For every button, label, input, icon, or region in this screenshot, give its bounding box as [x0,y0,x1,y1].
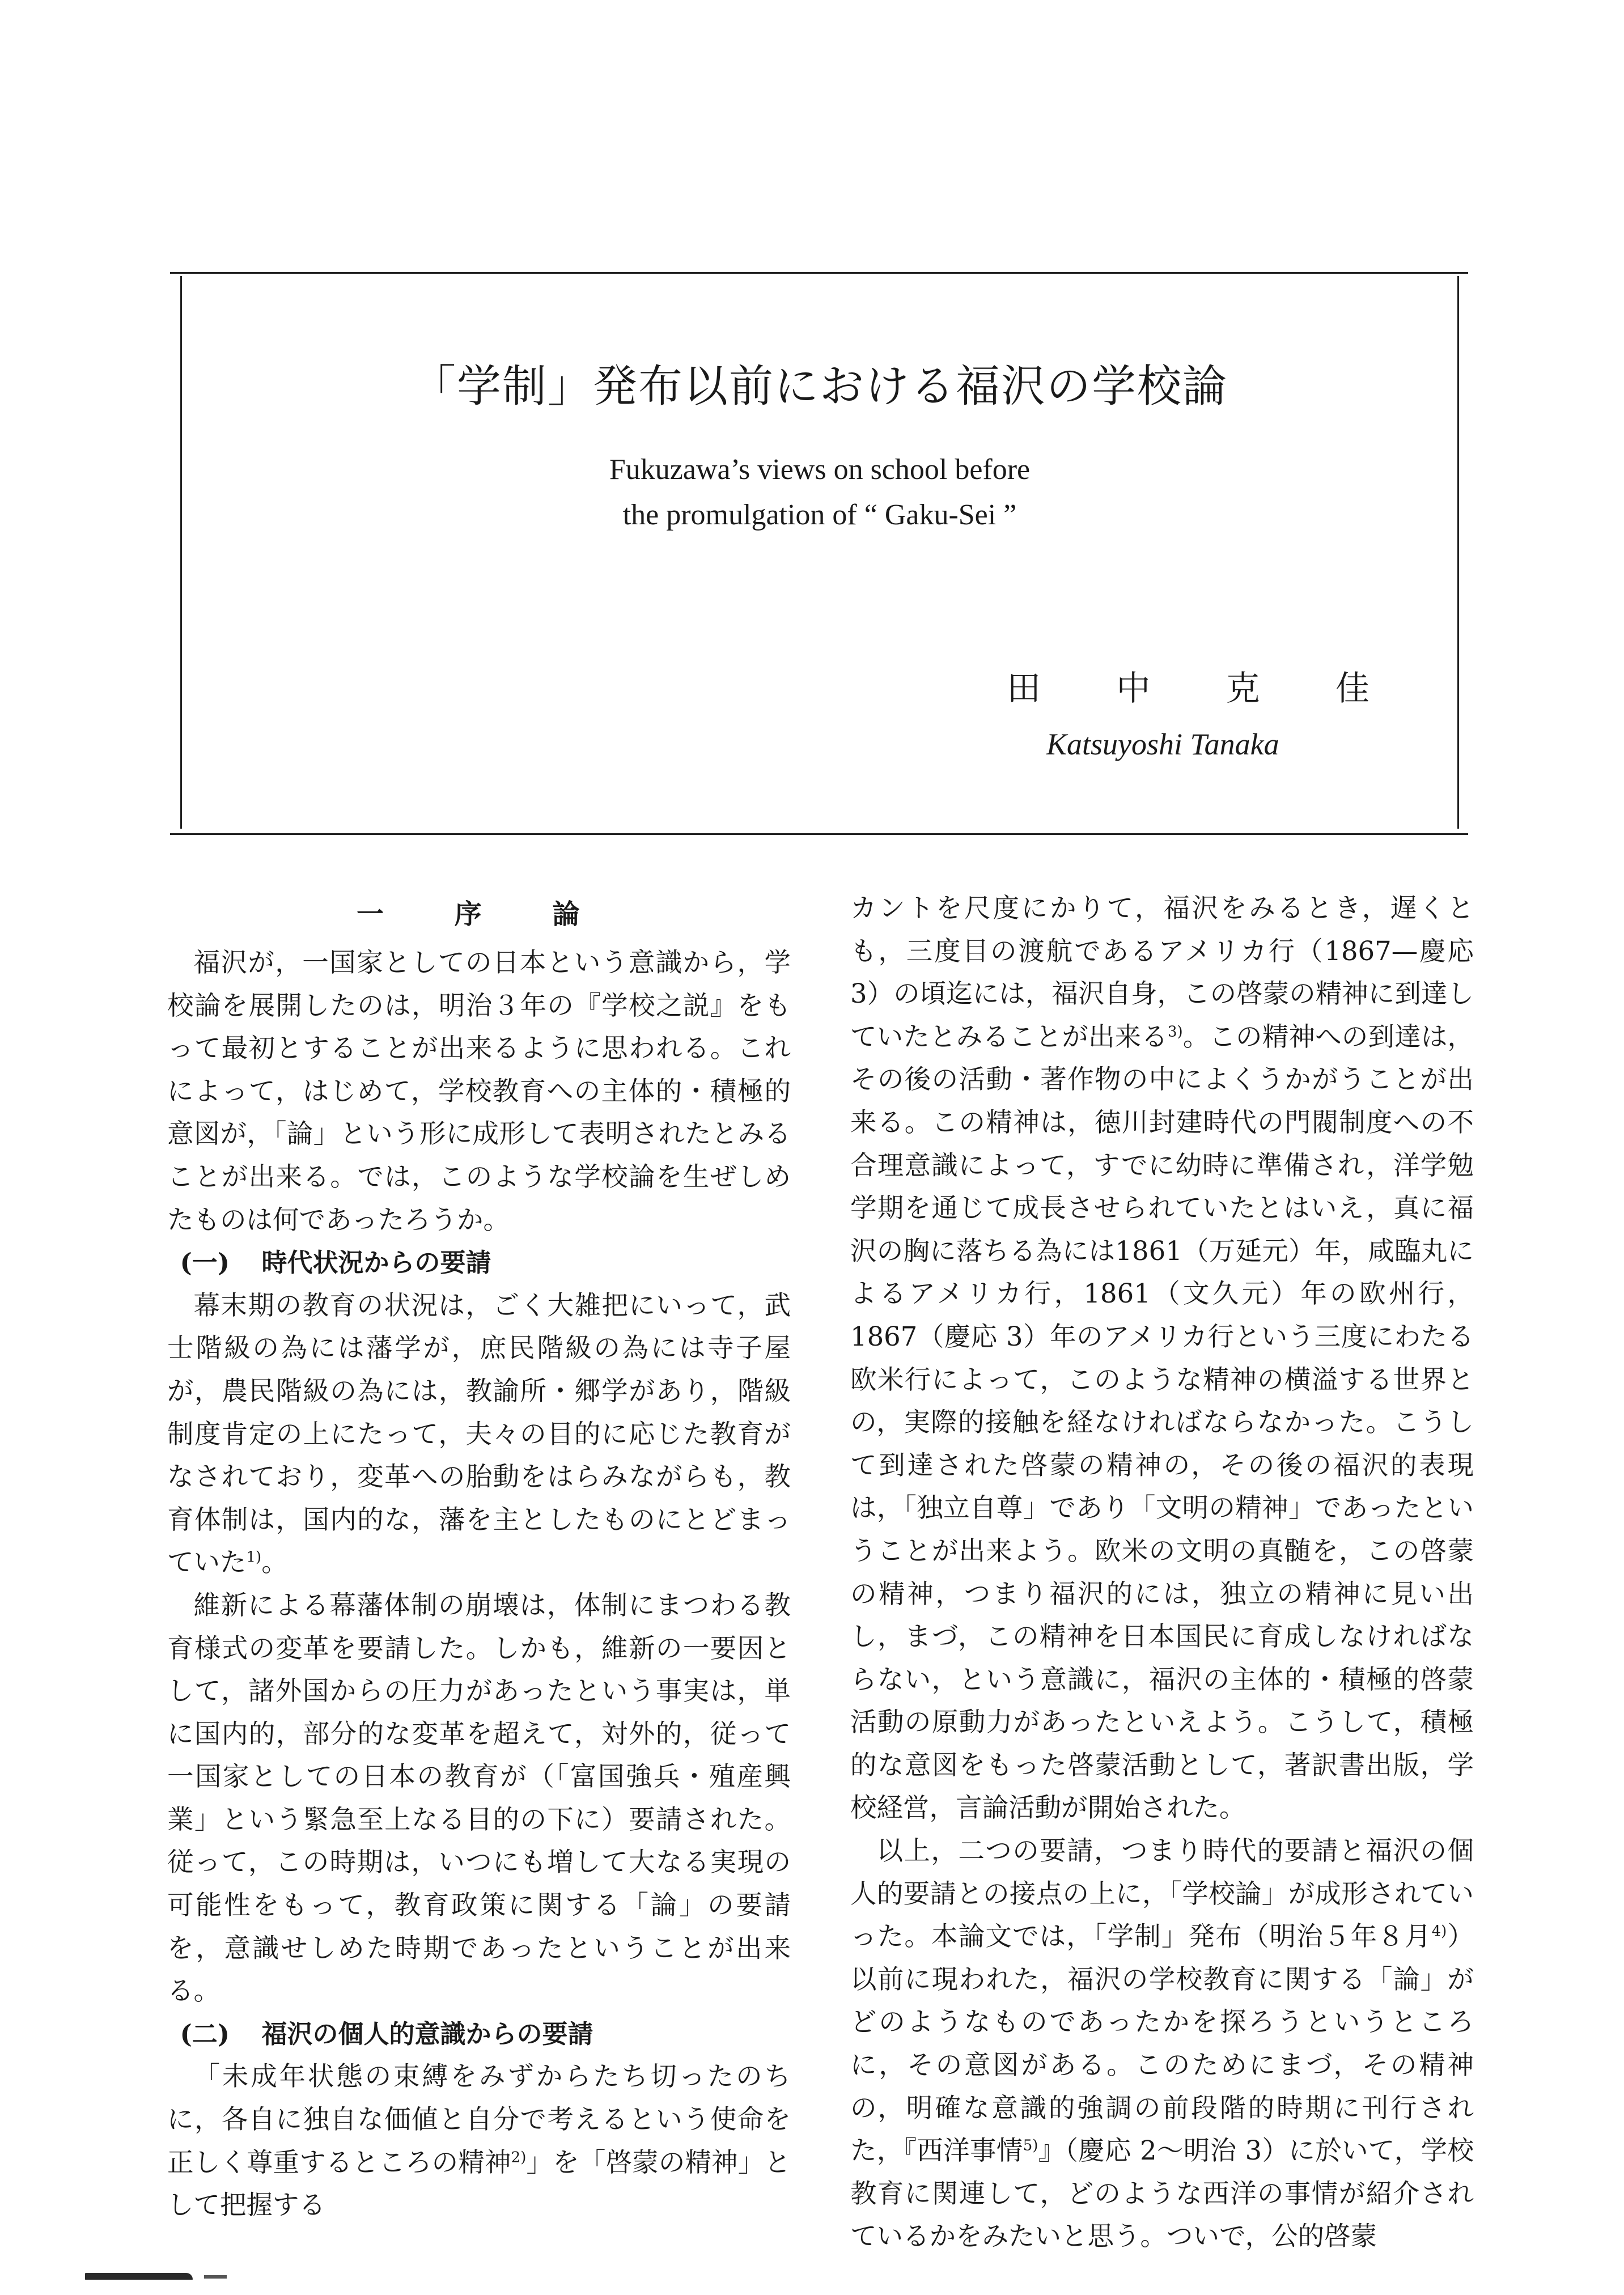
paragraph-text: ）以前に現われた，福沢の学校教育に関する「論」がどのようなものであったかを探ろうというところに，その意図がある。このためにまづ，その精神の，明確な意識的強調の前段階的時期に刊行された，『西洋事情 [850,1921,1474,2166]
author-char: 佳 [1335,669,1369,709]
author-char: 田 [1007,669,1041,709]
paragraph-text: 幕末期の教育の状況は，ごく大雑把にいって，武士階級の為には藩学が，庶民階級の為には寺子屋が，農民階級の為には，教諭所・郷学があり，階級制度肯定の上にたって，夫々の目的に応じた教育がなされており，変革への胎動をはらみながらも，教育体制は，国内的な，藩を主としたものにとどまっていた [167,1289,791,1578]
subsection-heading [167,2013,791,2056]
paragraph-text: 「未成年状態の束縛をみずからたち切ったのちに，各自に独自な価値と自分で考えるという使命を正しく尊重するところの精神 [167,2061,791,2178]
paragraph-text: カントを尺度にかりて，福沢をみるとき，遅くとも，三度目の渡航であるアメリカ行（1867—慶応 3）の頃迄には，福沢自身，この啓蒙の精神に到達していたとみることが出来る [850,893,1474,1052]
author-name-english: Katsuyoshi Tanaka [1046,727,1279,761]
paragraph [850,887,1474,1830]
subsection-number: (一) [180,1248,230,1278]
scan-artifact [85,2273,193,2280]
footnote-ref: 2) [511,2149,527,2166]
author-char: 克 [1226,669,1260,709]
scan-artifact [204,2275,227,2279]
footnote-ref: 4) [1431,1923,1447,1940]
left-column [167,887,791,2227]
paragraph: 維新による幕藩体制の崩壊は，体制にまつわる教育様式の変革を要請した。しかも，維新の一要因として，諸外国からの圧力があったという事実は，単に国内的，部分的な変革を超えて，対外的，従って一国家としての日本の教育が（「富国強兵・殖産興業」という緊急至上なる目的の下に）要請された。従って，この時期は，いつにも増して大なる実現の可能性をもって，教育政策に関する「論」の要請を，意識せしめた時期であったということが出来る。 [167,1589,791,2006]
paper-title-english-line1: Fukuzawa’s views on school before [609,453,1031,486]
paragraph [167,1284,791,1584]
paper-title-japanese: 「学制」発布以前における福沢の学校論 [411,361,1228,412]
footnote-ref: 5) [1023,2137,1038,2154]
paragraph-text: 』（慶応 2～明治 3）に於いて，学校教育に関連して，どのような西洋の事情が紹介されているかをみたいと思う。ついで，公的啓蒙 [850,2135,1474,2252]
title-box-bottom-rule [170,833,1468,835]
right-column [850,887,1474,2258]
subsection-number: (二) [180,2018,230,2049]
title-box [180,276,1459,829]
paragraph-text: 。 [261,1547,288,1578]
footnote-ref: 1) [246,1549,262,1566]
section-heading: 一 序 論 [356,898,601,930]
subsection-heading [167,1241,791,1284]
paragraph-text: 」を「啓蒙の精神」として把握する [167,2146,791,2221]
paragraph [850,1830,1474,2258]
title-box-top-rule [170,272,1468,274]
paragraph-introduction: 福沢が，一国家としての日本という意識から，学校論を展開したのは，明治３年の『学校之説』をもって最初とすることが出来るように思われる。これによって，はじめて，学校教育への主体的・積極的意図が，「論」という形に成形して表明されたとみることが出来る。では，このような学校論を生ぜしめたものは何であったろうか。 [167,947,791,1235]
subsection-title: 福沢の個人的意識からの要請 [261,2018,593,2049]
paragraph [167,2055,791,2226]
author-char: 中 [1116,669,1151,709]
subsection-title: 時代状況からの要請 [261,1248,491,1278]
paper-title-english-line2: the promulgation of “ Gaku-Sei ” [622,499,1017,531]
paragraph-text: 。この精神への到達は，その後の活動・著作物の中によくうかがうことが出来る。この精神は，徳川封建時代の門閥制度への不合理意識によって，すでに幼時に準備され，洋学勉学期を通じて成長させられていたとはいえ，真に福沢の胸に落ちる為には1861（万延元）年，咸臨丸によるアメリカ行，1861（文久元）年の欧州行，1867（慶応 3）年のアメリカ行という三度にわたる欧米行によって，このような精神の横溢する世界との，実際的接触を経なければならなかった。こうして到達された啓蒙の精神の，その後の福沢的表現は，「独立自尊」であり「文明の精神」であったということが出来よう。欧米の文明の真髄を，この啓蒙の精神，つまり福沢的には，独立の精神に見い出し，まづ，この精神を日本国民に育成しなければならない，という意識に，福沢の主体的・積極的啓蒙活動の原動力があったといえよう。こうして，積極的な意図をもった啓蒙活動として，著訳書出版，学校経営，言論活動が開始された。 [850,1021,1474,1823]
paragraph-text: 以上，二つの要請，つまり時代的要請と福沢の個人的要請との接点の上に，「学校論」が成形されていった。本論文では，「学制」発布（明治５年８月 [850,1835,1474,1952]
footnote-ref: 3) [1168,1023,1183,1041]
paper-title-english [182,447,1457,538]
author-name-japanese [1007,661,1369,710]
